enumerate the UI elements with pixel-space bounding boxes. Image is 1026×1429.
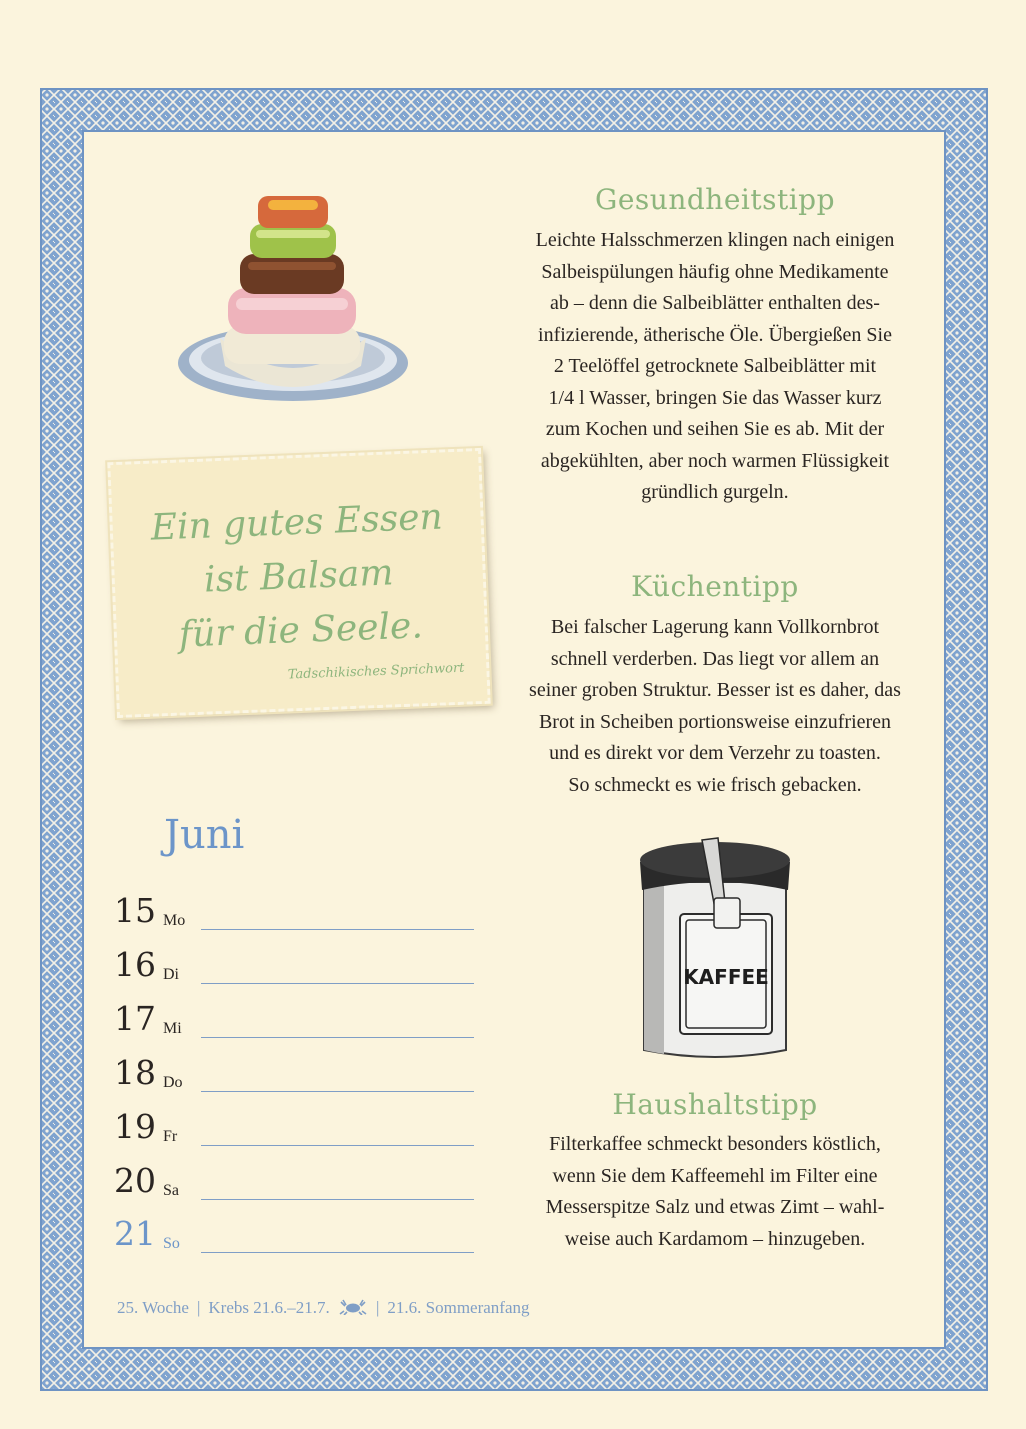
- day-number: 18: [114, 1053, 156, 1092]
- day-number: 19: [114, 1107, 156, 1146]
- text-line: So schmeckt es wie frisch gebacken.: [568, 773, 862, 796]
- text-line: schnell verderben. Das liegt vor allem an: [550, 647, 880, 670]
- quote-card: [107, 448, 491, 718]
- text-line: Messerspitze Salz und etwas Zimt – wahl-: [545, 1196, 885, 1218]
- text-line: wenn Sie dem Kaffeemehl im Filter eine: [552, 1164, 878, 1187]
- text-line: Leichte Halsschmerzen klingen nach einigen: [535, 229, 895, 251]
- zodiac-sign: Krebs 21.6.–21.7.: [208, 1298, 330, 1317]
- entry-line[interactable]: [201, 1145, 474, 1146]
- quote-source: Tadschikisches Sprichwort: [287, 660, 465, 683]
- separator: |: [196, 1298, 201, 1317]
- text-line: Brot in Scheiben portionsweise einzufrieren: [538, 710, 892, 733]
- entry-line[interactable]: [201, 1252, 474, 1253]
- footer-info: [117, 1298, 530, 1320]
- day-number: 15: [114, 891, 156, 930]
- day-name: Fr: [163, 1128, 178, 1145]
- health-tip-title: Gesundheitstipp: [594, 183, 836, 216]
- entry-line[interactable]: [201, 1037, 474, 1038]
- day-name: Mi: [163, 1020, 182, 1037]
- text-line: zum Kochen und seihen Sie es ab. Mit der: [545, 418, 885, 440]
- day-name: Do: [163, 1074, 183, 1091]
- day-name: So: [163, 1235, 180, 1252]
- day-name: Mo: [163, 912, 186, 929]
- cake-illustration: [176, 188, 412, 414]
- day-row-sunday[interactable]: [100, 1213, 480, 1253]
- entry-line[interactable]: [201, 1091, 474, 1092]
- text-line: seiner groben Struktur. Besser ist es daher, das: [529, 679, 901, 701]
- text-line: ab – denn die Salbeiblätter enthalten des-: [550, 292, 880, 314]
- entry-line[interactable]: [201, 1199, 474, 1200]
- household-tip-title: Haushaltstipp: [612, 1088, 818, 1121]
- quote-line: ist Balsam: [203, 552, 395, 601]
- text-line: 2 Teelöffel getrocknete Salbeiblätter mit: [553, 355, 877, 377]
- separator: |: [375, 1298, 380, 1317]
- kitchen-tip-text: [505, 612, 925, 801]
- text-line: Salbeispülungen häufig ohne Medikamente: [541, 260, 889, 283]
- day-number: 20: [114, 1161, 156, 1200]
- day-number: 21: [114, 1214, 156, 1253]
- text-line: abgekühlten, aber noch warmen Flüssigkeit: [540, 449, 890, 472]
- day-number: 16: [114, 945, 156, 984]
- day-row-saturday[interactable]: [100, 1160, 480, 1200]
- entry-line[interactable]: [201, 929, 474, 930]
- coffee-tin-label: KAFFEE: [683, 965, 769, 989]
- text-line: Filterkaffee schmeckt besonders köstlich,: [549, 1133, 881, 1155]
- text-line: Bei falscher Lagerung kann Vollkornbrot: [550, 616, 880, 638]
- day-name: Di: [163, 966, 179, 983]
- day-row-friday[interactable]: [100, 1106, 480, 1146]
- text-line: gründlich gurgeln.: [641, 481, 789, 503]
- quote-line: für die Seele.: [178, 605, 424, 656]
- coffee-tin-illustration: [636, 832, 794, 1064]
- day-number: 17: [114, 999, 156, 1038]
- text-line: weise auch Kardamom – hinzugeben.: [564, 1227, 866, 1250]
- entry-line[interactable]: [201, 983, 474, 984]
- week-number: 25. Woche: [117, 1298, 189, 1317]
- day-row-thursday[interactable]: [100, 1052, 480, 1092]
- month-title: Juni: [164, 812, 245, 858]
- household-tip-text: [505, 1129, 925, 1255]
- health-tip-text: [505, 225, 925, 509]
- day-row-tuesday[interactable]: [100, 944, 480, 984]
- kitchen-tip-title: Küchentipp: [631, 570, 799, 603]
- day-row-monday[interactable]: [100, 890, 480, 930]
- text-line: und es direkt vor dem Verzehr zu toasten.: [549, 742, 881, 764]
- text-line: 1/4 l Wasser, bringen Sie das Wasser kurz: [548, 386, 882, 409]
- day-row-wednesday[interactable]: [100, 998, 480, 1038]
- quote-line: Ein gutes Essen: [149, 496, 444, 549]
- day-name: Sa: [163, 1182, 179, 1199]
- text-line: infizierende, ätherische Öle. Übergießen Sie: [538, 323, 892, 346]
- crab-icon: [338, 1299, 368, 1320]
- season-event: 21.6. Sommeranfang: [387, 1298, 530, 1317]
